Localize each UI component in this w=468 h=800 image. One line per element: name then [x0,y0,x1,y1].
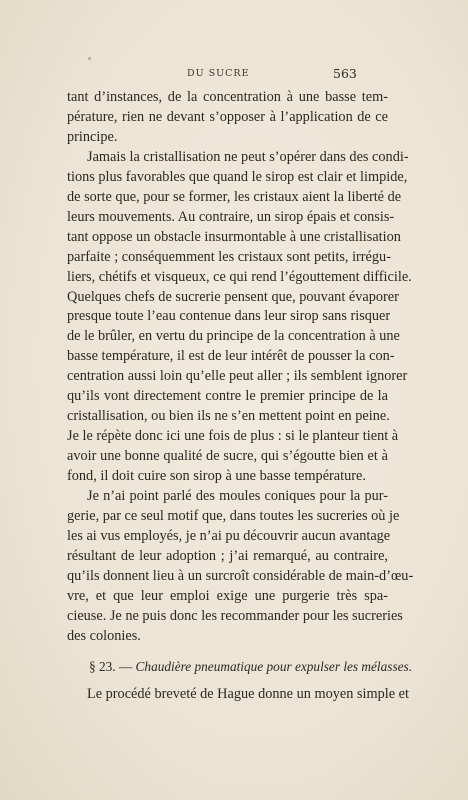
text-line: tant d’instances, de la concentration à une basse tem- [67,89,388,105]
text-line: résultant de leur adoption ; j’ai remarqué, au contraire, [67,547,388,564]
text-line: centration aussi loin qu’elle peut aller ; ils semblent ignorer [67,368,408,385]
text-line: cieuse. Je ne puis donc les recommander pour les sucreries [67,607,403,624]
text-line: vre, et que leur emploi exige une purgerie très spa- [67,587,388,604]
paragraph [67,685,409,705]
running-head-title: DU SUCRE [187,68,250,79]
text-line: qu’ils donnent lieu à un surcroît considérable de main-d’œu- [67,567,414,584]
text-line: avoir une bonne qualité de sucre, qui s’égoutte bien et à [67,448,388,465]
paper-speck [88,57,91,60]
text-line: fond, il doit cuire son sirop à une basse température. [67,468,366,485]
page-number: 563 [333,66,357,81]
paragraph [67,487,414,647]
text-line: de sorte que, pour se former, les cristaux aient la liberté de [67,188,402,205]
section-title-text: Chaudière pneumatique pour expulser les mélasses. [135,658,413,674]
text-line: Quelques chefs de sucrerie pensent que, pouvant évaporer [67,288,399,305]
text-line: Jamais la cristallisation ne peut s’opérer dans des condi- [87,148,409,165]
text-line: cristallisation, ou bien ils ne s’en mettent point en peine. [67,408,390,425]
text-line: presque toute l’eau contenue dans leur sirop sans risquer [67,308,391,325]
text-line: tions plus favorables que quand le sirop est clair et limpide, [67,168,408,185]
paragraph [67,148,412,487]
section-heading [67,657,413,677]
text-line: leurs mouvements. Au contraire, un sirop épais et consis- [67,208,395,225]
text-line: principe. [67,128,118,145]
text-line: gerie, par ce seul motif que, dans toutes les sucreries où je [67,508,400,525]
text-line: tant oppose un obstacle insurmontable à une cristallisation [67,228,401,245]
text-line: des colonies. [67,627,141,644]
text-line: Le procédé breveté de Hague donne un moyen simple et [87,685,409,702]
running-head [0,66,468,82]
text-line: parfaite ; conséquemment les cristaux sont petits, irrégu- [67,248,391,265]
section-number: § 23. — [89,658,133,674]
text-line: liers, chétifs et visqueux, ce qui rend l’égouttement difficile. [67,268,412,285]
text-line: les ai vus employés, je n’ai pu découvrir aucun avantage [67,527,391,544]
paragraph [67,88,388,148]
text-line: basse température, il est de leur intérêt de pousser la con- [67,348,395,365]
text-line: Je le répète donc ici une fois de plus : si le planteur tient à [67,428,399,445]
text-line: pérature, rien ne devant s’opposer à l’application de ce [67,108,388,125]
body-text [67,88,414,705]
text-line: qu’ils vont directement contre le premier principe de la [67,388,388,405]
text-line: de le brûler, en vertu du principe de la concentration à une [67,328,400,345]
text-line: Je n’ai point parlé des moules coniques pour la pur- [87,488,388,505]
